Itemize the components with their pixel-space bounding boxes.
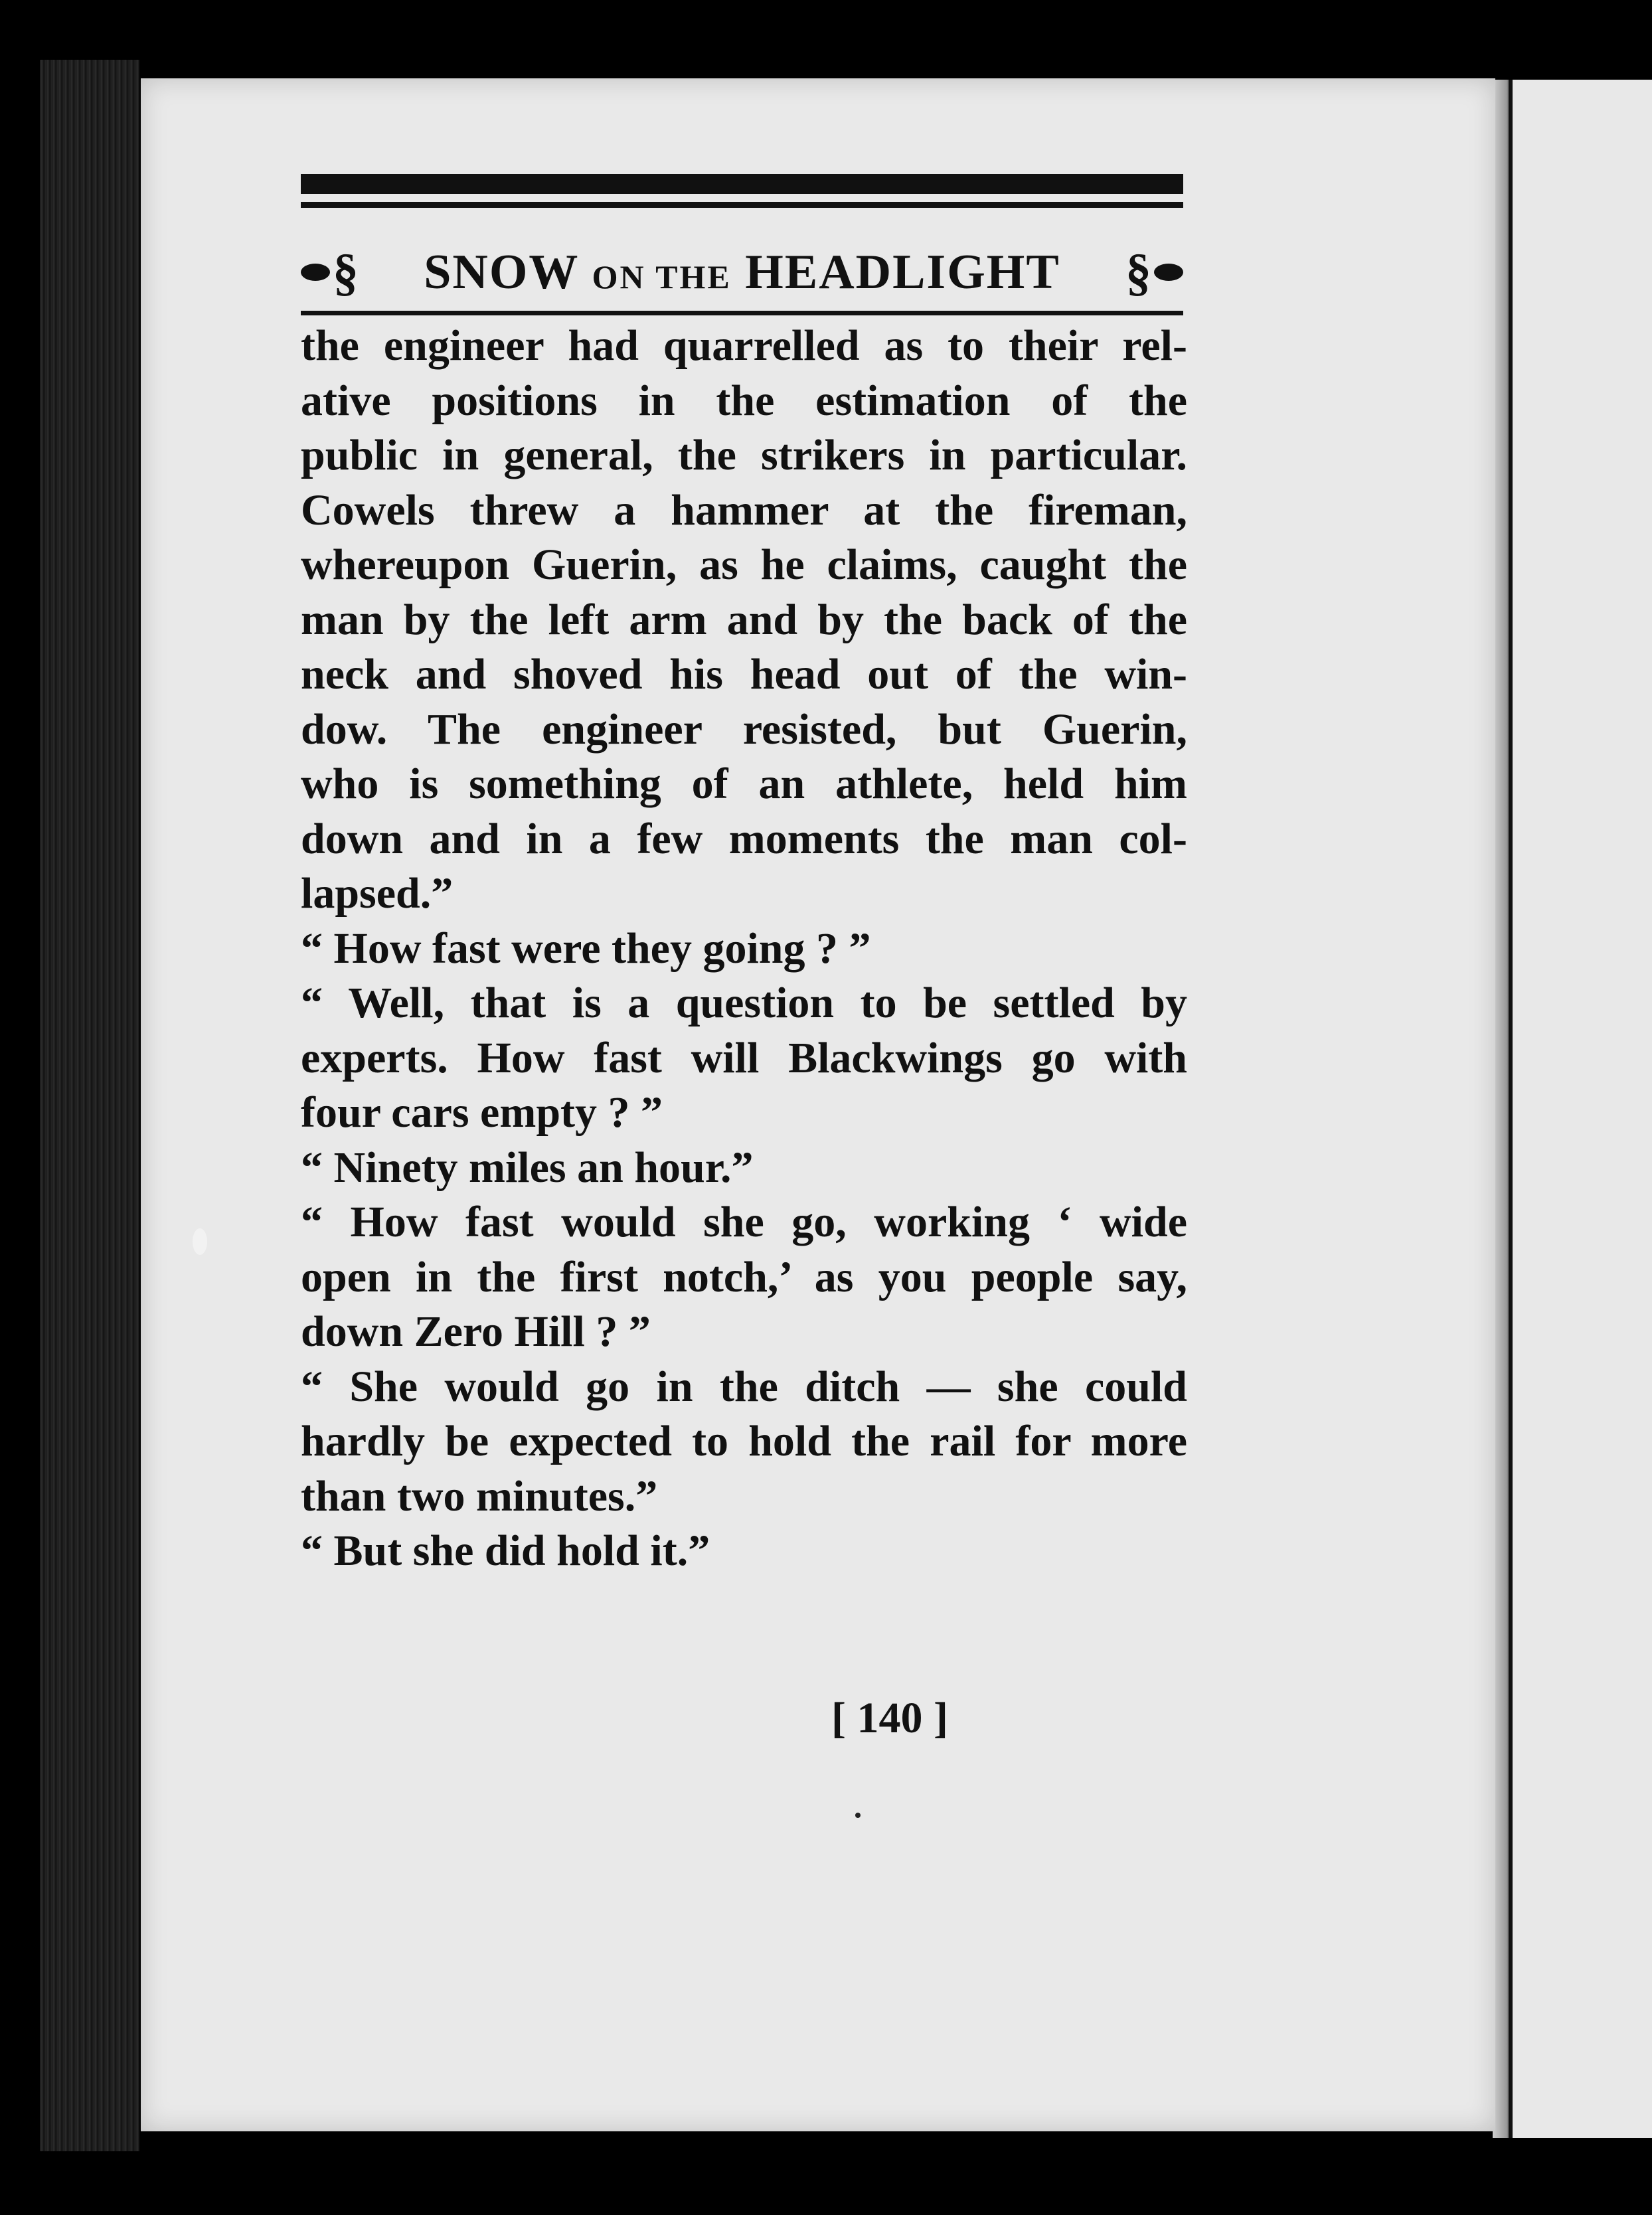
text-line: hardly be expected to hold the rail for more xyxy=(301,1417,1187,1465)
running-head-part1: SNOW xyxy=(424,244,579,299)
text-line: “ How fast were they going ? ” xyxy=(301,924,871,973)
running-head-title xyxy=(424,244,1060,301)
text-line: four cars empty ? ” xyxy=(301,1088,663,1137)
text-line: “ How fast would she go, working ‘ wide xyxy=(301,1198,1187,1246)
right-ornament-icon: § xyxy=(1125,246,1183,298)
running-head-part2: ON THE xyxy=(592,258,732,295)
running-head xyxy=(301,239,1183,305)
running-head-part3: HEADLIGHT xyxy=(745,244,1060,299)
text-line: dow. The engineer resisted, but Guerin, xyxy=(301,704,1187,754)
text-line: man by the left arm and by the back of the xyxy=(301,595,1187,644)
body-text xyxy=(301,319,1187,1579)
text-line: down and in a few moments the man col- xyxy=(301,814,1187,863)
facing-page xyxy=(1509,80,1652,2138)
dust-speck xyxy=(855,1813,861,1818)
book-edge xyxy=(40,60,139,2151)
text-line: the engineer had quarrelled as to their rel- xyxy=(301,321,1187,370)
running-head-underline xyxy=(301,311,1183,315)
page-number: [ 140 ] xyxy=(831,1694,948,1742)
text-line: Cowels threw a hammer at the fireman, xyxy=(301,485,1187,534)
text-line: who is something of an athlete, held him xyxy=(301,760,1187,808)
left-ornament-icon: § xyxy=(301,246,359,298)
text-line: neck and shoved his head out of the win- xyxy=(301,650,1187,698)
text-line: experts. How fast will Blackwings go with xyxy=(301,1033,1187,1082)
text-line: ative positions in the estimation of the xyxy=(301,376,1187,425)
text-line: “ But she did hold it.” xyxy=(301,1526,710,1575)
text-line: “ She would go in the ditch — she could xyxy=(301,1362,1187,1411)
text-line: whereupon Guerin, as he claims, caught the xyxy=(301,540,1187,589)
text-line: “ Well, that is a question to be settled by xyxy=(301,979,1187,1027)
text-line: open in the first notch,’ as you people say, xyxy=(301,1252,1187,1301)
header-rule-thick xyxy=(301,174,1183,194)
text-line: than two minutes.” xyxy=(301,1471,658,1520)
text-line: down Zero Hill ? ” xyxy=(301,1307,651,1356)
text-line: “ Ninety miles an hour.” xyxy=(301,1143,754,1192)
header-rule-thin xyxy=(301,202,1183,208)
text-line: lapsed.” xyxy=(301,869,454,918)
dust-speck xyxy=(193,1228,207,1255)
text-line: public in general, the strikers in particular. xyxy=(301,431,1187,479)
